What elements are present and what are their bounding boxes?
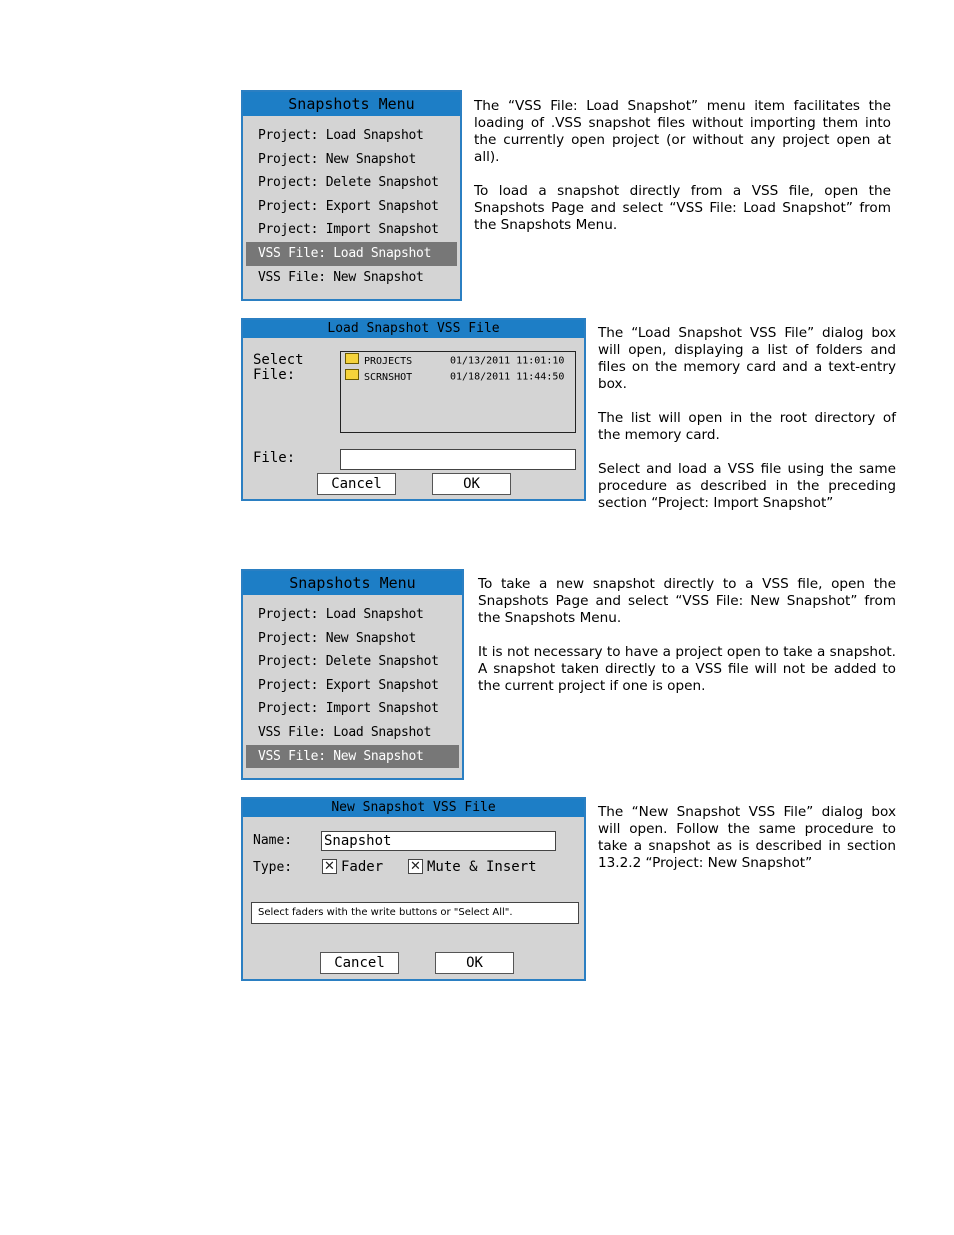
folder-date: 01/13/2011 11:01:10	[450, 355, 565, 367]
menu-item-project-new-snapshot[interactable]: Project: New Snapshot	[258, 630, 417, 646]
name-input[interactable]	[321, 831, 556, 851]
paragraph: To load a snapshot directly from a VSS file, open the Snapshots Page and select “VSS File: Load Snapshot” from the Snapshots Menu.	[474, 183, 891, 233]
fader-label: Fader	[341, 859, 384, 875]
paragraph: The “New Snapshot VSS File” dialog box will open. Follow the same procedure to take a snapshot as is described in section 13.2.2 “Project: New Snapshot”	[598, 804, 896, 871]
select-label-line: Select	[253, 352, 304, 368]
paragraph: It is not necessary to have a project open to take a snapshot. A snapshot taken directly to a VSS file will not be added to the current project if one is open.	[478, 644, 896, 694]
menu-item-project-import-snapshot[interactable]: Project: Import Snapshot	[258, 222, 439, 238]
menu-item-vss-new-snapshot[interactable]: VSS File: New Snapshot	[246, 745, 459, 769]
file-label-line: File:	[253, 367, 296, 383]
name-label: Name:	[253, 833, 293, 848]
paragraph: The “Load Snapshot VSS File” dialog box will open, displaying a list of folders and files on the memory card and a text-entry box.	[598, 325, 896, 392]
ok-button[interactable]: OK	[435, 952, 514, 974]
folder-name: SCRNSHOT	[364, 371, 413, 383]
fader-checkbox[interactable]: ✕	[322, 859, 337, 874]
name-input-value: Snapshot	[324, 833, 392, 849]
hint-box	[251, 902, 579, 924]
ok-button[interactable]: OK	[432, 473, 511, 495]
file-list[interactable]	[340, 351, 576, 433]
file-input[interactable]	[340, 449, 576, 470]
menu-item-project-load-snapshot[interactable]: Project: Load Snapshot	[258, 607, 424, 622]
snapshots-menu-load	[241, 90, 462, 301]
mute-insert-checkbox[interactable]: ✕	[408, 859, 423, 874]
paragraph: To take a new snapshot directly to a VSS file, open the Snapshots Page and select “VSS File: New Snapshot” from the Snapshots Menu.	[478, 576, 896, 626]
menu-item-project-load-snapshot[interactable]: Project: Load Snapshot	[258, 128, 424, 143]
cancel-button[interactable]: Cancel	[317, 473, 396, 495]
folder-icon	[345, 369, 359, 380]
load-snapshot-dialog	[241, 318, 586, 501]
menu-list	[246, 603, 459, 768]
new-snapshot-dialog	[241, 797, 586, 981]
menu-item-project-import-snapshot[interactable]: Project: Import Snapshot	[258, 701, 439, 717]
menu-item-vss-load-snapshot[interactable]: VSS File: Load Snapshot	[246, 242, 457, 266]
file-label: File:	[253, 450, 296, 466]
menu-item-vss-load-snapshot[interactable]: VSS File: Load Snapshot	[258, 724, 432, 740]
paragraph: Select and load a VSS file using the same procedure as described in the preceding section “Project: Import Snapshot”	[598, 461, 896, 511]
text-load-snapshot-intro	[474, 98, 891, 251]
folder-icon	[345, 353, 359, 364]
mute-insert-label: Mute & Insert	[427, 859, 537, 875]
paragraph: The list will open in the root directory of the memory card.	[598, 410, 896, 443]
menu-item-vss-new-snapshot[interactable]: VSS File: New Snapshot	[258, 269, 424, 285]
list-item[interactable]	[345, 371, 564, 383]
text-new-snapshot-intro	[478, 576, 896, 712]
text-load-dialog-description	[598, 325, 896, 529]
hint-text: Select faders with the write buttons or "Select All".	[258, 907, 513, 918]
cancel-button[interactable]: Cancel	[320, 952, 399, 974]
menu-item-project-export-snapshot[interactable]: Project: Export Snapshot	[258, 677, 439, 693]
text-new-dialog-description	[598, 804, 896, 889]
menu-item-project-delete-snapshot[interactable]: Project: Delete Snapshot	[258, 175, 439, 191]
menu-list	[246, 124, 457, 289]
dialog-title: New Snapshot VSS File	[243, 799, 584, 817]
folder-name: PROJECTS	[364, 355, 413, 367]
menu-title: Snapshots Menu	[243, 92, 460, 116]
select-file-label	[253, 353, 304, 383]
snapshots-menu-new	[241, 569, 464, 780]
paragraph: The “VSS File: Load Snapshot” menu item facilitates the loading of .VSS snapshot files without importing them into the currently open project (or without any project open at all).	[474, 98, 891, 165]
list-item[interactable]	[345, 355, 564, 367]
dialog-title: Load Snapshot VSS File	[243, 320, 584, 338]
menu-title: Snapshots Menu	[243, 571, 462, 595]
menu-item-project-delete-snapshot[interactable]: Project: Delete Snapshot	[258, 654, 439, 670]
type-label: Type:	[253, 860, 293, 875]
menu-item-project-new-snapshot[interactable]: Project: New Snapshot	[258, 151, 417, 167]
folder-date: 01/18/2011 11:44:50	[450, 371, 565, 383]
menu-item-project-export-snapshot[interactable]: Project: Export Snapshot	[258, 198, 439, 214]
